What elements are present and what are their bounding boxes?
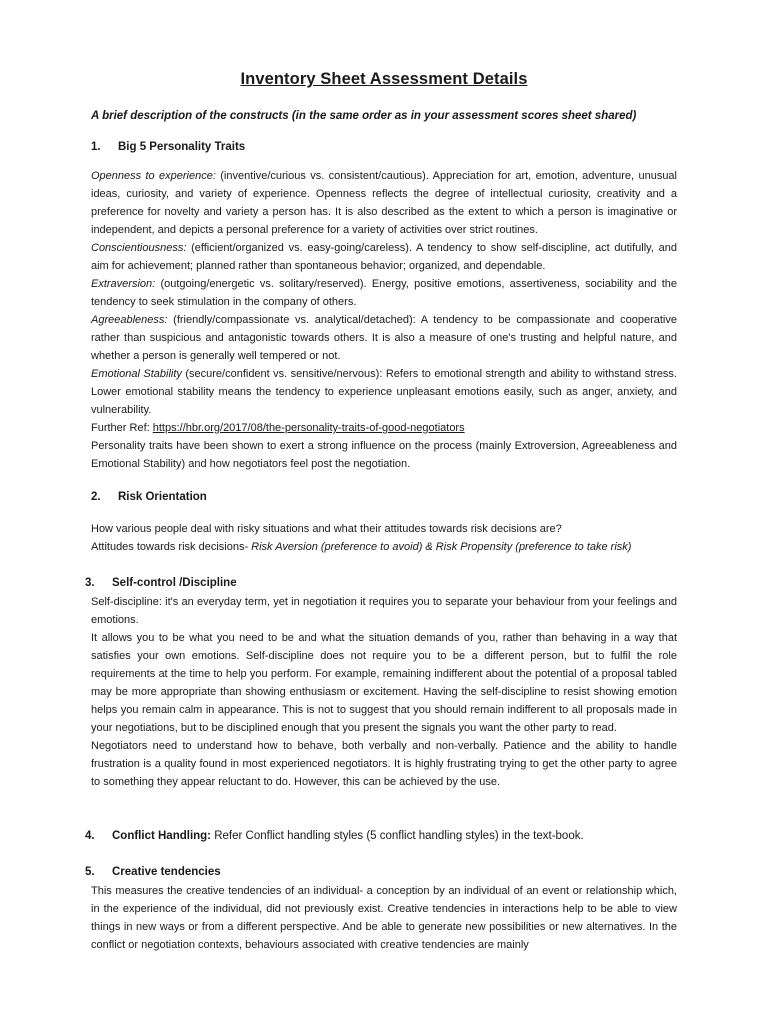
section-heading-creative [85,866,221,878]
section-body-self-control [91,593,677,791]
trait-agreeableness [91,311,677,365]
section-title: Self-control /Discipline [112,577,237,589]
further-ref-link[interactable]: https://hbr.org/2017/08/the-personality-traits-of-good-negotiators [152,422,465,434]
section-title: Big 5 Personality Traits [118,141,246,153]
section-number: 1. [91,141,101,153]
section-heading-self-control [85,577,237,589]
trait-label: Agreeableness: [91,314,168,326]
closing-text: Personality traits have been shown to exert a strong influence on the process (mainly Extroversion, Agreeableness and Emotional Stability) and how negotiators feel post the negotiation. [91,440,677,470]
section-number: 2. [91,491,101,503]
self-control-p1: Self-discipline: it's an everyday term, yet in negotiation it requires you to separate your behaviour from your feelings and emotions. [91,596,677,626]
trait-extraversion [91,275,677,311]
document-subtitle: A brief description of the constructs (in the same order as in your assessment scores sheet shared) [91,110,637,122]
trait-label: Emotional Stability [91,368,182,380]
section-number: 5. [85,866,95,878]
section-body-risk [91,520,677,556]
trait-label: Extraversion: [91,278,156,290]
section-title: Risk Orientation [118,491,207,503]
section-title: Conflict Handling: [112,830,212,842]
section-number: 4. [85,830,95,842]
further-ref-label: Further Ref: [91,422,153,434]
trait-description: (outgoing/energetic vs. solitary/reserved). Energy, positive emotions, assertiveness, sociability and the tendency to seek stimulation in the company of others. [91,278,677,308]
risk-line-2 [91,538,677,556]
self-control-p2: It allows you to be what you need to be and what the situation demands of you, rather than behaving in a way that satisfies your own emotions. Self-discipline does not require you to be a different person, but to fulfil the role requirements at the time to help you perform. For example, remaining indifferent about the potential of a proposal tabled may be more appropriate than showing enthusiasm or excitement. Having the self-discipline to resist showing emotion helps you remain calm in appearance. This is not to suggest that you should remain indifferent to all proposals made in your negotiations, but to be disciplined enough that you present the signals you want the other party to read. [91,632,677,734]
risk-line-2-prefix: Attitudes towards risk decisions- [91,541,252,553]
risk-line-2-italic: Risk Aversion (preference to avoid) & Risk Propensity (preference to take risk) [251,541,632,553]
document-title: Inventory Sheet Assessment Details [240,70,528,88]
section-body-big5 [91,167,677,473]
further-reference [91,419,677,437]
trait-description: (friendly/compassionate vs. analytical/detached): A tendency to be compassionate and cooperative rather than suspicious and antagonistic towards others. It is also a measure of one's trusting and helpful nature, and whether a person is generally well tempered or not. [91,314,677,362]
trait-label: Openness to experience: [91,170,216,182]
trait-description: (efficient/organized vs. easy-going/careless). A tendency to show self-discipline, act dutifully, and aim for achievement; planned rather than spontaneous behavior; organized, and dependable. [91,242,677,272]
trait-description: (secure/confident vs. sensitive/nervous): Refers to emotional strength and ability to withstand stress. Lower emotional stability means the tendency to experience unpleasant emotions easily, such as anger, anxiety, and vulnerability. [91,368,677,416]
section-heading-risk [91,491,207,503]
self-control-p3: Negotiators need to understand how to behave, both verbally and non-verbally. Patience and the ability to handle frustration is a quality found in most experienced negotiators. It is highly frustrating trying to get the other party to agree to something they appear reluctant to do. However, this can be achieved by the use. [91,740,677,788]
creative-p1: This measures the creative tendencies of an individual- a conception by an individual of an event or relationship which, in the experience of the individual, did not previously exist. Creative tendencies in interactions help to be able to view things in new ways or from a different perspective. And be able to generate new possibilities or new alternatives. In the conflict or negotiation contexts, behaviours associated with creative tendencies are mainly [91,885,677,951]
section-inline-text: Refer Conflict handling styles (5 conflict handling styles) in the text-book. [211,830,584,842]
trait-label: Conscientiousness: [91,242,187,254]
section-heading-big5 [91,141,245,153]
section-number: 3. [85,577,95,589]
section-body-creative [91,882,677,954]
trait-description: (inventive/curious vs. consistent/cautious). Appreciation for art, emotion, adventure, unusual ideas, curiosity, and variety of experience. Openness reflects the degree of intellectual curiosity, creativity and a preference for novelty and variety a person has. It is also described as the extent to which a person is imaginative or independent, and depicts a personal preference for a variety of activities over strict routines. [91,170,677,236]
trait-emotional-stability [91,365,677,419]
trait-openness [91,167,677,239]
section-title: Creative tendencies [112,866,221,878]
risk-line-1: How various people deal with risky situations and what their attitudes towards risk decisions are? [91,523,562,535]
trait-conscientiousness [91,239,677,275]
section-heading-conflict [85,830,584,842]
